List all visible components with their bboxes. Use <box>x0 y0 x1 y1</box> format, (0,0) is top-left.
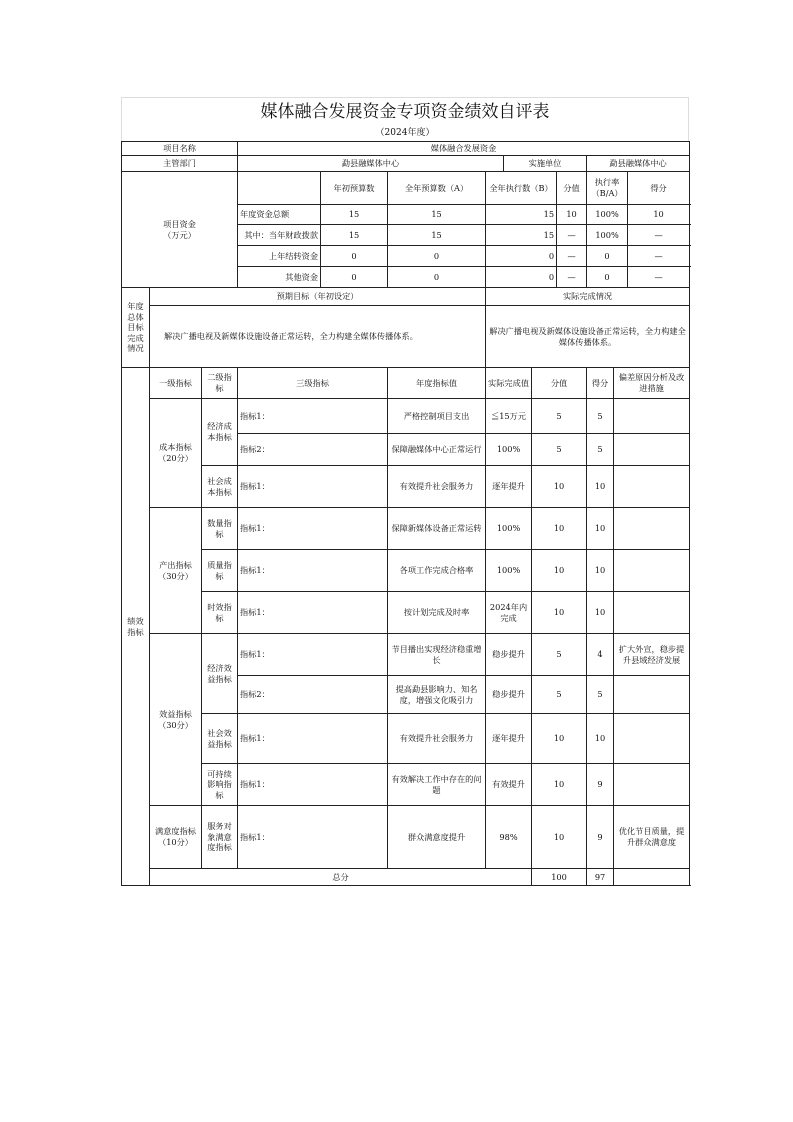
perf-deviation: 扩大外宣，稳步提升县域经济发展 <box>614 634 690 676</box>
perf-deviation <box>614 508 690 550</box>
perf-actual: 逐年提升 <box>486 714 532 764</box>
goals-actual: 解决广播电视及新媒体设施设备正常运转，全力构建全媒体传播体系。 <box>486 306 690 368</box>
goals-label: 年度总体目标完成情况 <box>122 288 150 368</box>
perf-score: 4 <box>587 634 614 676</box>
funds-initial: 0 <box>321 267 388 288</box>
perf-row <box>122 592 690 634</box>
perf-actual: 100% <box>486 550 532 592</box>
perf-actual: 100% <box>486 508 532 550</box>
funds-header-row <box>122 172 690 205</box>
perf-level3: 指标1： <box>238 714 388 764</box>
perf-target: 保障新媒体设备正常运转 <box>388 508 486 550</box>
benefit-social-label: 社会效益指标 <box>202 714 238 764</box>
perf-level3: 指标1： <box>238 806 388 869</box>
perf-row <box>122 466 690 508</box>
perf-target: 按计划完成及时率 <box>388 592 486 634</box>
funds-score-value: — <box>557 225 587 246</box>
funds-initial: 15 <box>321 205 388 225</box>
perf-target: 提高勐县影响力、知名度，增强文化吸引力 <box>388 676 486 714</box>
perf-level3: 指标1： <box>238 634 388 676</box>
perf-score: 9 <box>587 806 614 869</box>
funds-label-line1: 项目资金 <box>163 218 196 229</box>
perf-row <box>122 508 690 550</box>
perf-actual: 有效提升 <box>486 764 532 806</box>
satisfaction-sub-label: 服务对象满意度指标 <box>202 806 238 869</box>
goals-expected-header: 预期目标（年初设定） <box>150 288 486 306</box>
total-score: 97 <box>587 869 614 886</box>
output-time-label: 时效指标 <box>202 592 238 634</box>
perf-target: 有效提升社会服务力 <box>388 714 486 764</box>
dept-label: 主管部门 <box>122 156 238 172</box>
perf-score: 5 <box>587 399 614 434</box>
funds-initial: 0 <box>321 246 388 267</box>
funds-score-value-header: 分值 <box>557 172 587 205</box>
total-row <box>122 869 690 886</box>
perf-level3: 指标1： <box>238 550 388 592</box>
funds-blank-header <box>238 172 321 205</box>
perf-target: 严格控制项目支出 <box>388 399 486 434</box>
funds-executed: 15 <box>486 225 557 246</box>
funds-rate: 0 <box>587 246 628 267</box>
funds-initial-header: 年初预算数 <box>321 172 388 205</box>
perf-actual-header: 实际完成值 <box>486 368 532 399</box>
funds-rate: 100% <box>587 205 628 225</box>
perf-row <box>122 806 690 869</box>
perf-actual: 稳步提升 <box>486 676 532 714</box>
perf-deviation <box>614 764 690 806</box>
perf-level3: 指标1： <box>238 466 388 508</box>
perf-actual: ≦15万元 <box>486 399 532 434</box>
perf-level1-header: 一级指标 <box>150 368 202 399</box>
funds-annual: 0 <box>388 246 486 267</box>
funds-score-value: 10 <box>557 205 587 225</box>
dept-row <box>122 156 690 172</box>
total-score-value: 100 <box>532 869 587 886</box>
funds-rate-header: 执行率（B/A） <box>587 172 628 205</box>
perf-row <box>122 399 690 434</box>
perf-deviation <box>614 399 690 434</box>
evaluation-table <box>121 141 690 886</box>
perf-level3: 指标2： <box>238 434 388 466</box>
perf-score-header: 得分 <box>587 368 614 399</box>
perf-score: 5 <box>587 434 614 466</box>
cost-econ-label: 经济成本指标 <box>202 399 238 466</box>
perf-score: 9 <box>587 764 614 806</box>
perf-actual: 100% <box>486 434 532 466</box>
goals-header-row <box>122 288 690 306</box>
funds-annual: 15 <box>388 225 486 246</box>
perf-deviation <box>614 592 690 634</box>
perf-target: 保障融媒体中心正常运行 <box>388 434 486 466</box>
perf-score-value: 10 <box>532 806 587 869</box>
perf-deviation <box>614 434 690 466</box>
funds-initial: 15 <box>321 225 388 246</box>
benefit-sustain-label: 可持续影响指标 <box>202 764 238 806</box>
cost-social-label: 社会成本指标 <box>202 466 238 508</box>
perf-score-value-header: 分值 <box>532 368 587 399</box>
funds-row-label: 年度资金总额 <box>238 205 321 225</box>
perf-row <box>122 714 690 764</box>
perf-label: 绩效指标 <box>122 368 150 886</box>
perf-header-row <box>122 368 690 399</box>
perf-score: 10 <box>587 714 614 764</box>
funds-rate: 0 <box>587 267 628 288</box>
funds-executed-header: 全年执行数（B） <box>486 172 557 205</box>
funds-annual: 15 <box>388 205 486 225</box>
goals-actual-header: 实际完成情况 <box>486 288 690 306</box>
perf-level3: 指标1： <box>238 399 388 434</box>
project-name-value: 媒体融合发展资金 <box>238 142 690 156</box>
perf-score-value: 5 <box>532 634 587 676</box>
perf-level3: 指标1： <box>238 764 388 806</box>
perf-actual: 逐年提升 <box>486 466 532 508</box>
perf-score-value: 5 <box>532 434 587 466</box>
perf-target: 群众满意度提升 <box>388 806 486 869</box>
perf-deviation <box>614 466 690 508</box>
perf-score: 10 <box>587 466 614 508</box>
funds-score-header: 得分 <box>628 172 690 205</box>
evaluation-form <box>121 97 689 886</box>
funds-score-value: — <box>557 246 587 267</box>
perf-target: 有效提升社会服务力 <box>388 466 486 508</box>
funds-executed: 15 <box>486 205 557 225</box>
cost-label: 成本指标（20分） <box>150 399 202 508</box>
project-name-row <box>122 142 690 156</box>
perf-score-value: 5 <box>532 676 587 714</box>
output-qty-label: 数量指标 <box>202 508 238 550</box>
perf-score: 10 <box>587 592 614 634</box>
funds-label <box>122 172 238 288</box>
perf-score: 5 <box>587 676 614 714</box>
total-deviation <box>614 869 690 886</box>
project-name-label: 项目名称 <box>122 142 238 156</box>
perf-score: 10 <box>587 550 614 592</box>
funds-label-line2: （万元） <box>163 229 196 240</box>
funds-executed: 0 <box>486 267 557 288</box>
funds-annual: 0 <box>388 267 486 288</box>
unit-label: 实施单位 <box>504 156 587 172</box>
dept-value: 勐县融媒体中心 <box>238 156 504 172</box>
funds-score: 10 <box>628 205 690 225</box>
funds-score-value: — <box>557 267 587 288</box>
perf-target: 各项工作完成合格率 <box>388 550 486 592</box>
goals-content-row <box>122 306 690 368</box>
perf-score-value: 5 <box>532 399 587 434</box>
funds-executed: 0 <box>486 246 557 267</box>
funds-row-label: 其中：当年财政拨款 <box>238 225 321 246</box>
perf-score-value: 10 <box>532 550 587 592</box>
perf-level3: 指标1： <box>238 508 388 550</box>
perf-deviation <box>614 714 690 764</box>
unit-value: 勐县融媒体中心 <box>587 156 690 172</box>
funds-score: — <box>628 267 690 288</box>
perf-target-header: 年度指标值 <box>388 368 486 399</box>
satisfaction-label: 满意度指标（10分） <box>150 806 202 869</box>
perf-level3-header: 三级指标 <box>238 368 388 399</box>
funds-annual-header: 全年预算数（A） <box>388 172 486 205</box>
perf-score: 10 <box>587 508 614 550</box>
goals-expected: 解决广播电视及新媒体设施设备正常运转，全力构建全媒体传播体系。 <box>150 306 486 368</box>
funds-rate: 100% <box>587 225 628 246</box>
perf-deviation <box>614 676 690 714</box>
perf-score-value: 10 <box>532 714 587 764</box>
perf-row <box>122 550 690 592</box>
perf-deviation <box>614 550 690 592</box>
perf-score-value: 10 <box>532 508 587 550</box>
perf-row <box>122 764 690 806</box>
funds-row-label: 上年结转资金 <box>238 246 321 267</box>
perf-level2-header: 二级指标 <box>202 368 238 399</box>
perf-target: 有效解决工作中存在的问题 <box>388 764 486 806</box>
funds-score: — <box>628 246 690 267</box>
funds-score: — <box>628 225 690 246</box>
perf-level3: 指标1： <box>238 592 388 634</box>
perf-row <box>122 634 690 676</box>
perf-deviation: 优化节目质量，提升群众满意度 <box>614 806 690 869</box>
perf-deviation-header: 偏差原因分析及改进措施 <box>614 368 690 399</box>
perf-score-value: 10 <box>532 466 587 508</box>
benefit-label: 效益指标（30分） <box>150 634 202 806</box>
perf-actual: 98% <box>486 806 532 869</box>
perf-score-value: 10 <box>532 592 587 634</box>
perf-actual: 稳步提升 <box>486 634 532 676</box>
output-label: 产出指标（30分） <box>150 508 202 634</box>
output-quality-label: 质量指标 <box>202 550 238 592</box>
total-label: 总分 <box>150 869 532 886</box>
benefit-econ-label: 经济效益指标 <box>202 634 238 714</box>
form-year: （2024年度） <box>121 126 689 141</box>
form-title: 媒体融合发展资金专项资金绩效自评表 <box>121 97 689 126</box>
perf-score-value: 10 <box>532 764 587 806</box>
perf-target: 节目播出实现经济稳重增长 <box>388 634 486 676</box>
perf-level3: 指标2： <box>238 676 388 714</box>
funds-row-label: 其他资金 <box>238 267 321 288</box>
perf-actual: 2024年内完成 <box>486 592 532 634</box>
